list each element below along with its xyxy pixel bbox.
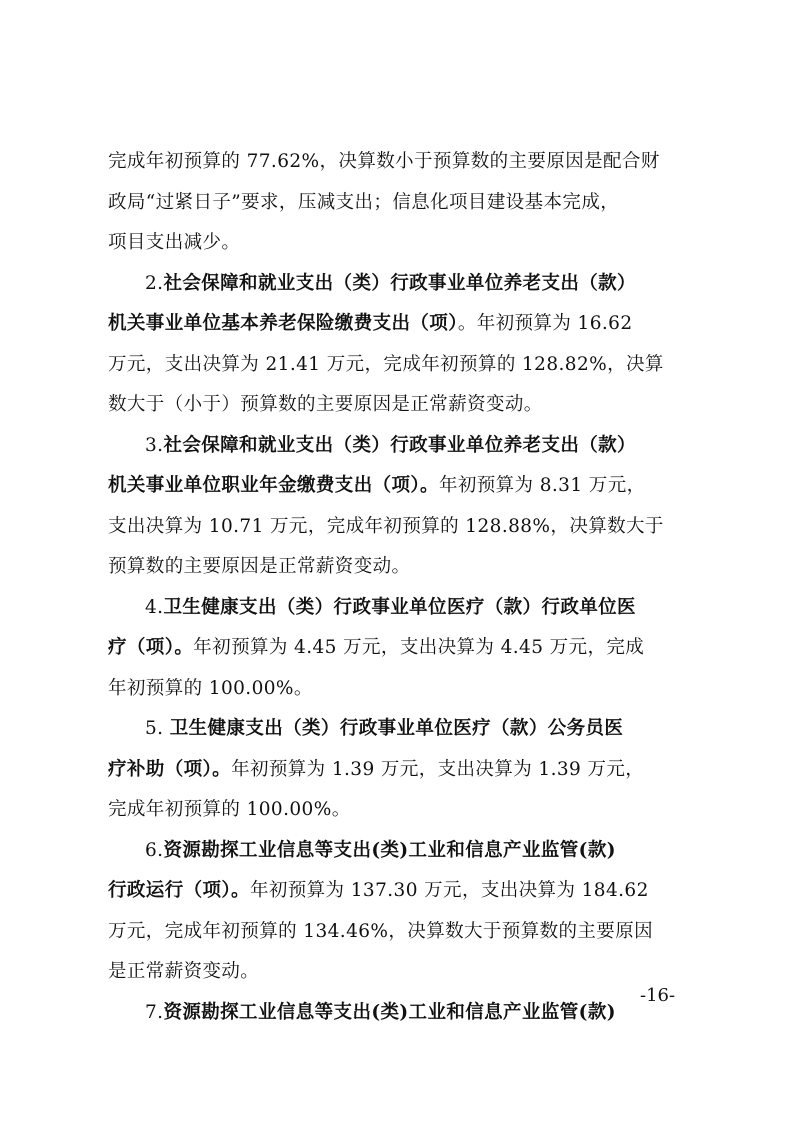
paragraph-continuation: 完成年初预算的 77.62%，决算数小于预算数的主要原因是配合财 政局“过紧日子”要求，压减支出；信息化项目建设基本完成， 项目支出减少。: [108, 151, 660, 253]
paragraph-item-2: 2.社会保障和就业支出（类）行政事业单位养老支出（款） 机关事业单位基本养老保险缴费支出（项）。年初预算为 16.62 万元，支出决算为 21.41 万元，完成年初预算的 128.82%，决算 数大于（小于）预算数的主要原因是正常薪资变动。: [108, 272, 664, 415]
item-number: 4.: [145, 596, 164, 618]
item-heading: 疗补助（项）。: [108, 758, 232, 780]
paragraph-item-4: 4.卫生健康支出（类）行政事业单位医疗（款）行政单位医 疗（项）。年初预算为 4.45 万元，支出决算为 4.45 万元，完成 年初预算的 100.00%。: [108, 596, 645, 699]
item-heading: 社会保障和就业支出（类）行政事业单位养老支出（款）: [163, 434, 636, 456]
paragraph-item-6: 6.资源勘探工业信息等支出(类)工业和信息产业监管(款) 行政运行（项）。年初预算为 137.30 万元，支出决算为 184.62 万元，完成年初预算的 134.46%，决算数大于预算数的主要原因 是正常薪资变动。: [108, 839, 653, 982]
item-number: 7.: [145, 1001, 164, 1023]
item-number: 6.: [145, 839, 164, 861]
paragraph-item-5: 5. 卫生健康支出（类）行政事业单位医疗（款）公务员医 疗补助（项）。年初预算为 1.39 万元，支出决算为 1.39 万元， 完成年初预算的 100.00%。: [108, 718, 645, 820]
item-heading: 卫生健康支出（类）行政事业单位医疗（款）行政单位医: [163, 596, 636, 618]
item-number: 2.: [145, 272, 164, 294]
item-heading: 机关事业单位基本养老保险缴费支出（项）: [108, 313, 458, 334]
item-heading: 疗（项）。: [108, 637, 194, 658]
item-heading: 卫生健康支出（类）行政事业单位医疗（款）公务员医: [169, 718, 624, 739]
item-heading: 行政运行（项）。: [108, 880, 250, 901]
page-number: -16-: [640, 985, 676, 1006]
item-heading: 资源勘探工业信息等支出(类)工业和信息产业监管(款): [163, 1001, 616, 1023]
item-number: 3.: [145, 434, 164, 456]
document-body: [108, 142, 694, 1033]
item-heading: 机关事业单位职业年金缴费支出（项）。: [108, 475, 439, 496]
paragraph-item-3: 3.社会保障和就业支出（类）行政事业单位养老支出（款） 机关事业单位职业年金缴费支出（项）。年初预算为 8.31 万元， 支出决算为 10.71 万元，完成年初预算的 128.88%，决算数大于 预算数的主要原因是正常薪资变动。: [108, 434, 664, 577]
item-heading: 社会保障和就业支出（类）行政事业单位养老支出（款）: [163, 272, 636, 294]
item-number: 5.: [145, 718, 170, 739]
item-heading: 资源勘探工业信息等支出(类)工业和信息产业监管(款): [163, 839, 616, 861]
paragraph-item-7: [108, 993, 694, 1034]
